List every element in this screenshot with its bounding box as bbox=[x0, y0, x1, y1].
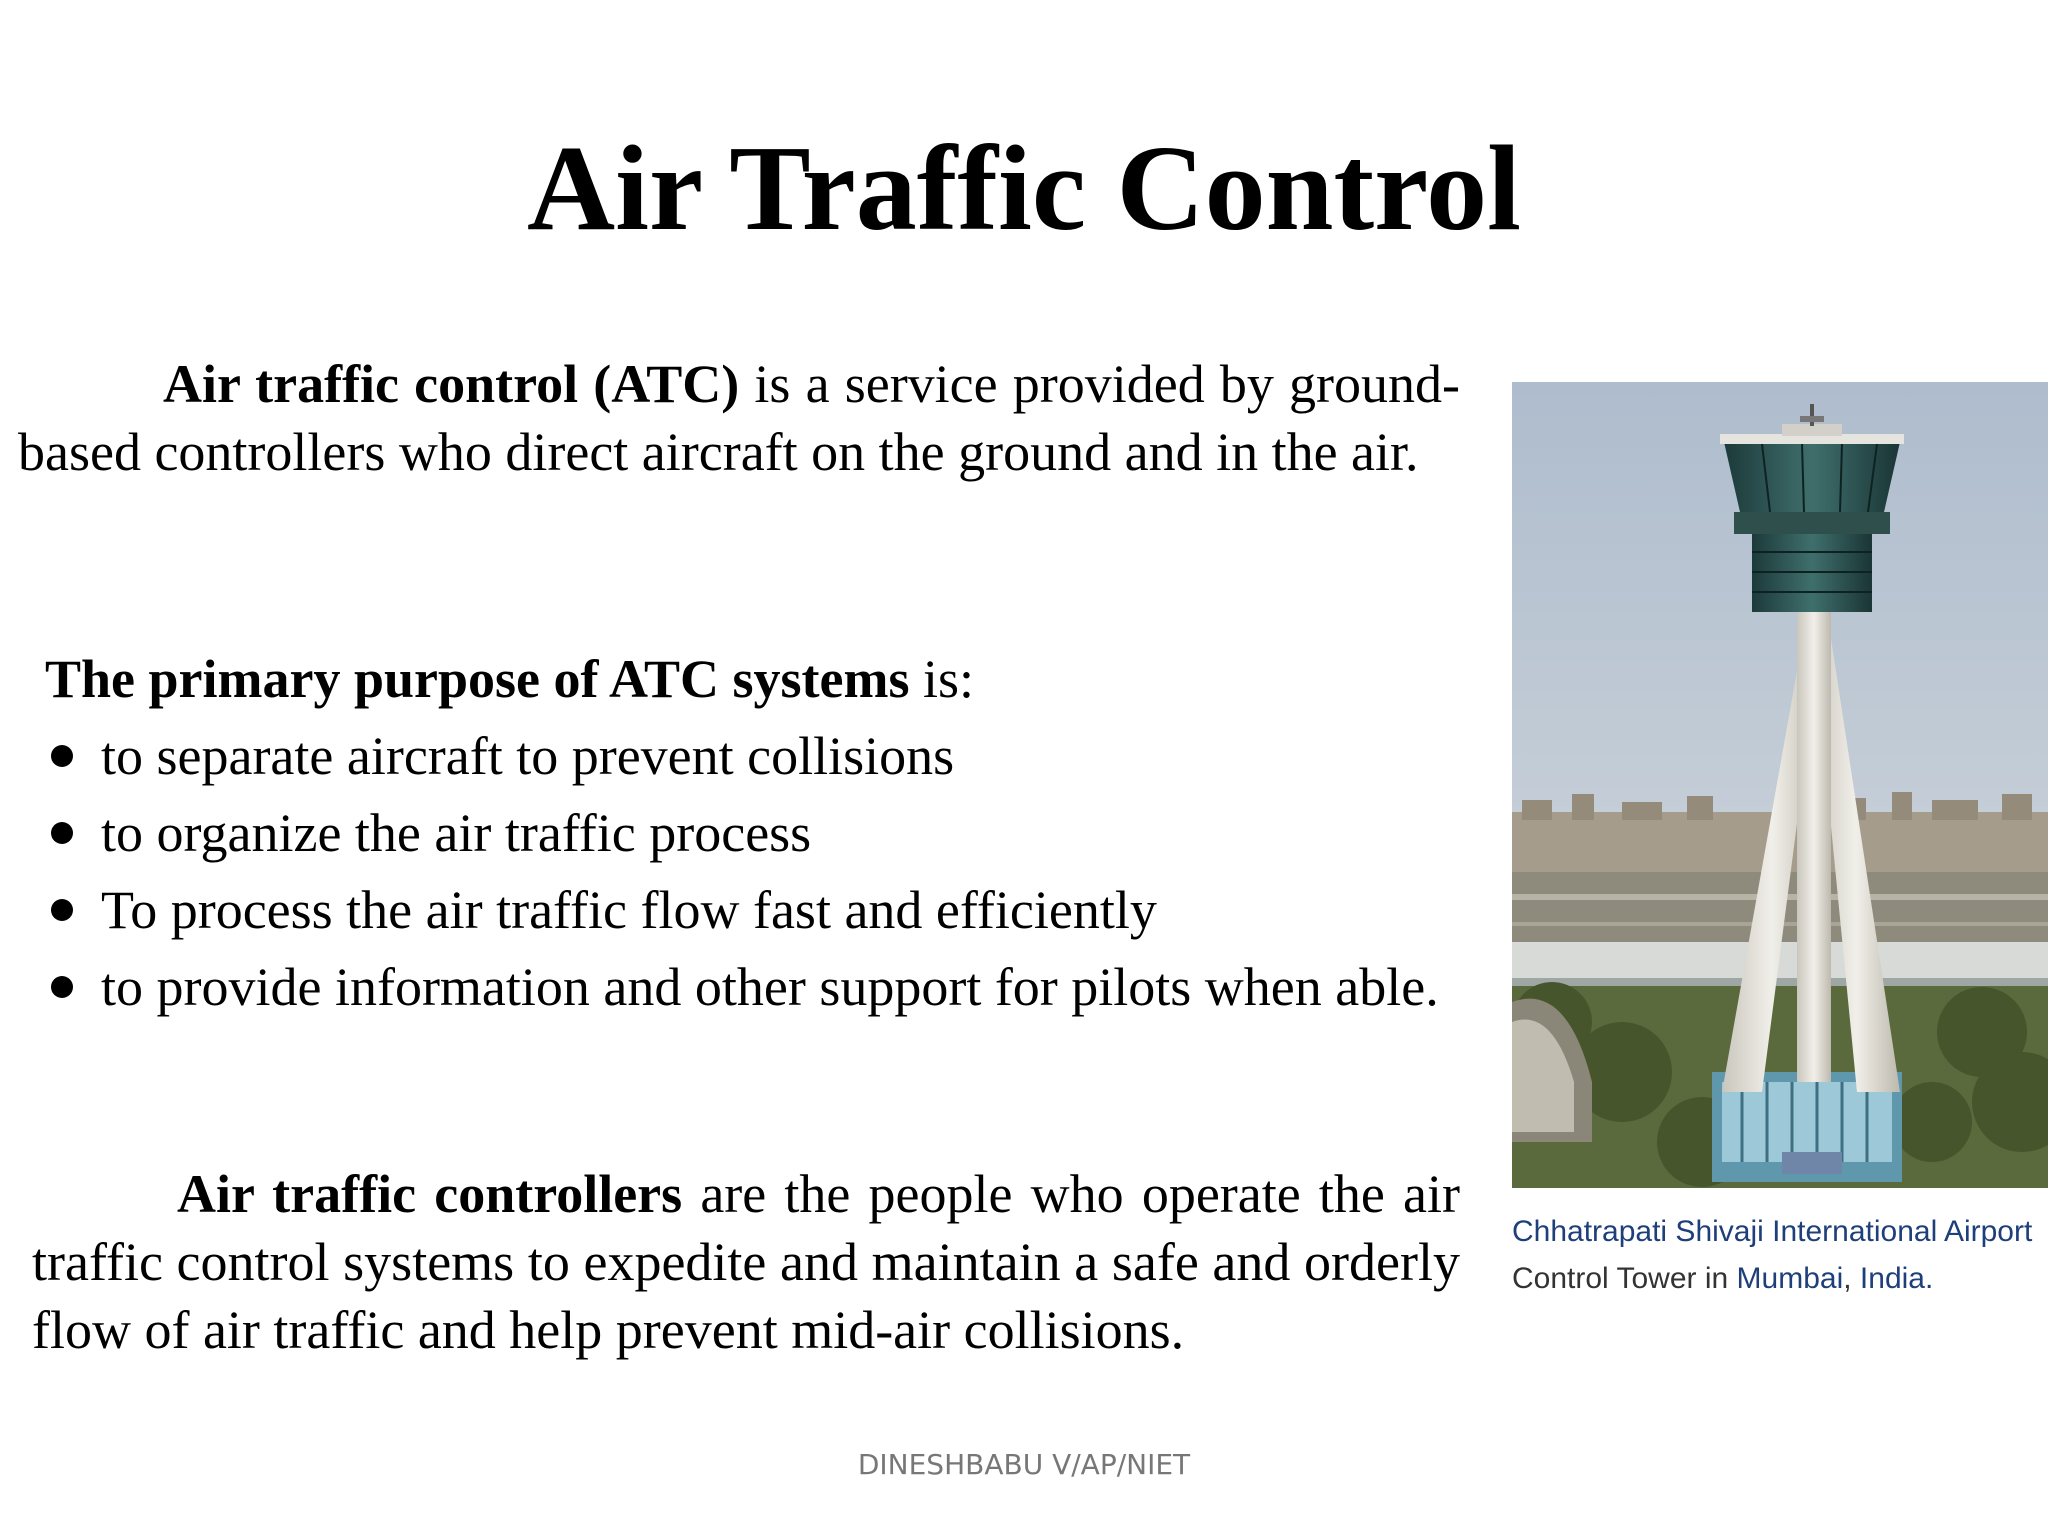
caption-country-link[interactable]: India bbox=[1859, 1262, 1925, 1295]
list-item-text: to organize the air traffic process bbox=[101, 803, 812, 863]
atc-definition-paragraph bbox=[18, 350, 1460, 486]
caption-airport-link[interactable]: Chhatrapati Shivaji International Airport bbox=[1512, 1215, 2033, 1248]
purpose-list bbox=[45, 722, 1460, 1030]
list-item-text: to separate aircraft to prevent collisions bbox=[101, 726, 955, 786]
list-item bbox=[45, 953, 1460, 1021]
controllers-paragraph bbox=[32, 1160, 1460, 1364]
photo-caption bbox=[1512, 1208, 2048, 1302]
controllers-text: are the people who operate the air traffic control systems to expedite and maintain a safe and orderly flow of air traffic and help prevent mid-air collisions. bbox=[32, 1164, 1460, 1360]
purpose-heading-rest: is: bbox=[909, 649, 975, 709]
bullet-icon bbox=[51, 899, 73, 921]
list-item bbox=[45, 799, 1460, 867]
list-item-text: To process the air traffic flow fast and efficiently bbox=[101, 880, 1157, 940]
atc-definition-text: is a service provided by ground-based controllers who direct aircraft on the ground and in the air. bbox=[18, 354, 1460, 482]
bullet-icon bbox=[51, 822, 73, 844]
purpose-heading bbox=[45, 645, 974, 713]
slide-title: Air Traffic Control bbox=[527, 121, 1521, 256]
list-item bbox=[45, 722, 1460, 790]
caption-end: . bbox=[1924, 1262, 1934, 1295]
slide-footer: DINESHBABU V/AP/NIET bbox=[857, 1448, 1191, 1481]
caption-mid-text: Control Tower in bbox=[1512, 1262, 1737, 1295]
bullet-icon bbox=[51, 745, 73, 767]
caption-city-link[interactable]: Mumbai bbox=[1736, 1262, 1844, 1295]
atc-term: Air traffic control (ATC) bbox=[163, 354, 740, 414]
bullet-icon bbox=[51, 976, 73, 998]
list-item-text: to provide information and other support for pilots when able. bbox=[101, 957, 1439, 1017]
controllers-term: Air traffic controllers bbox=[177, 1164, 683, 1224]
control-tower-photo bbox=[1512, 382, 2048, 1188]
purpose-heading-bold: The primary purpose of ATC systems bbox=[45, 649, 910, 709]
list-item bbox=[45, 876, 1460, 944]
caption-sep: , bbox=[1843, 1262, 1860, 1295]
